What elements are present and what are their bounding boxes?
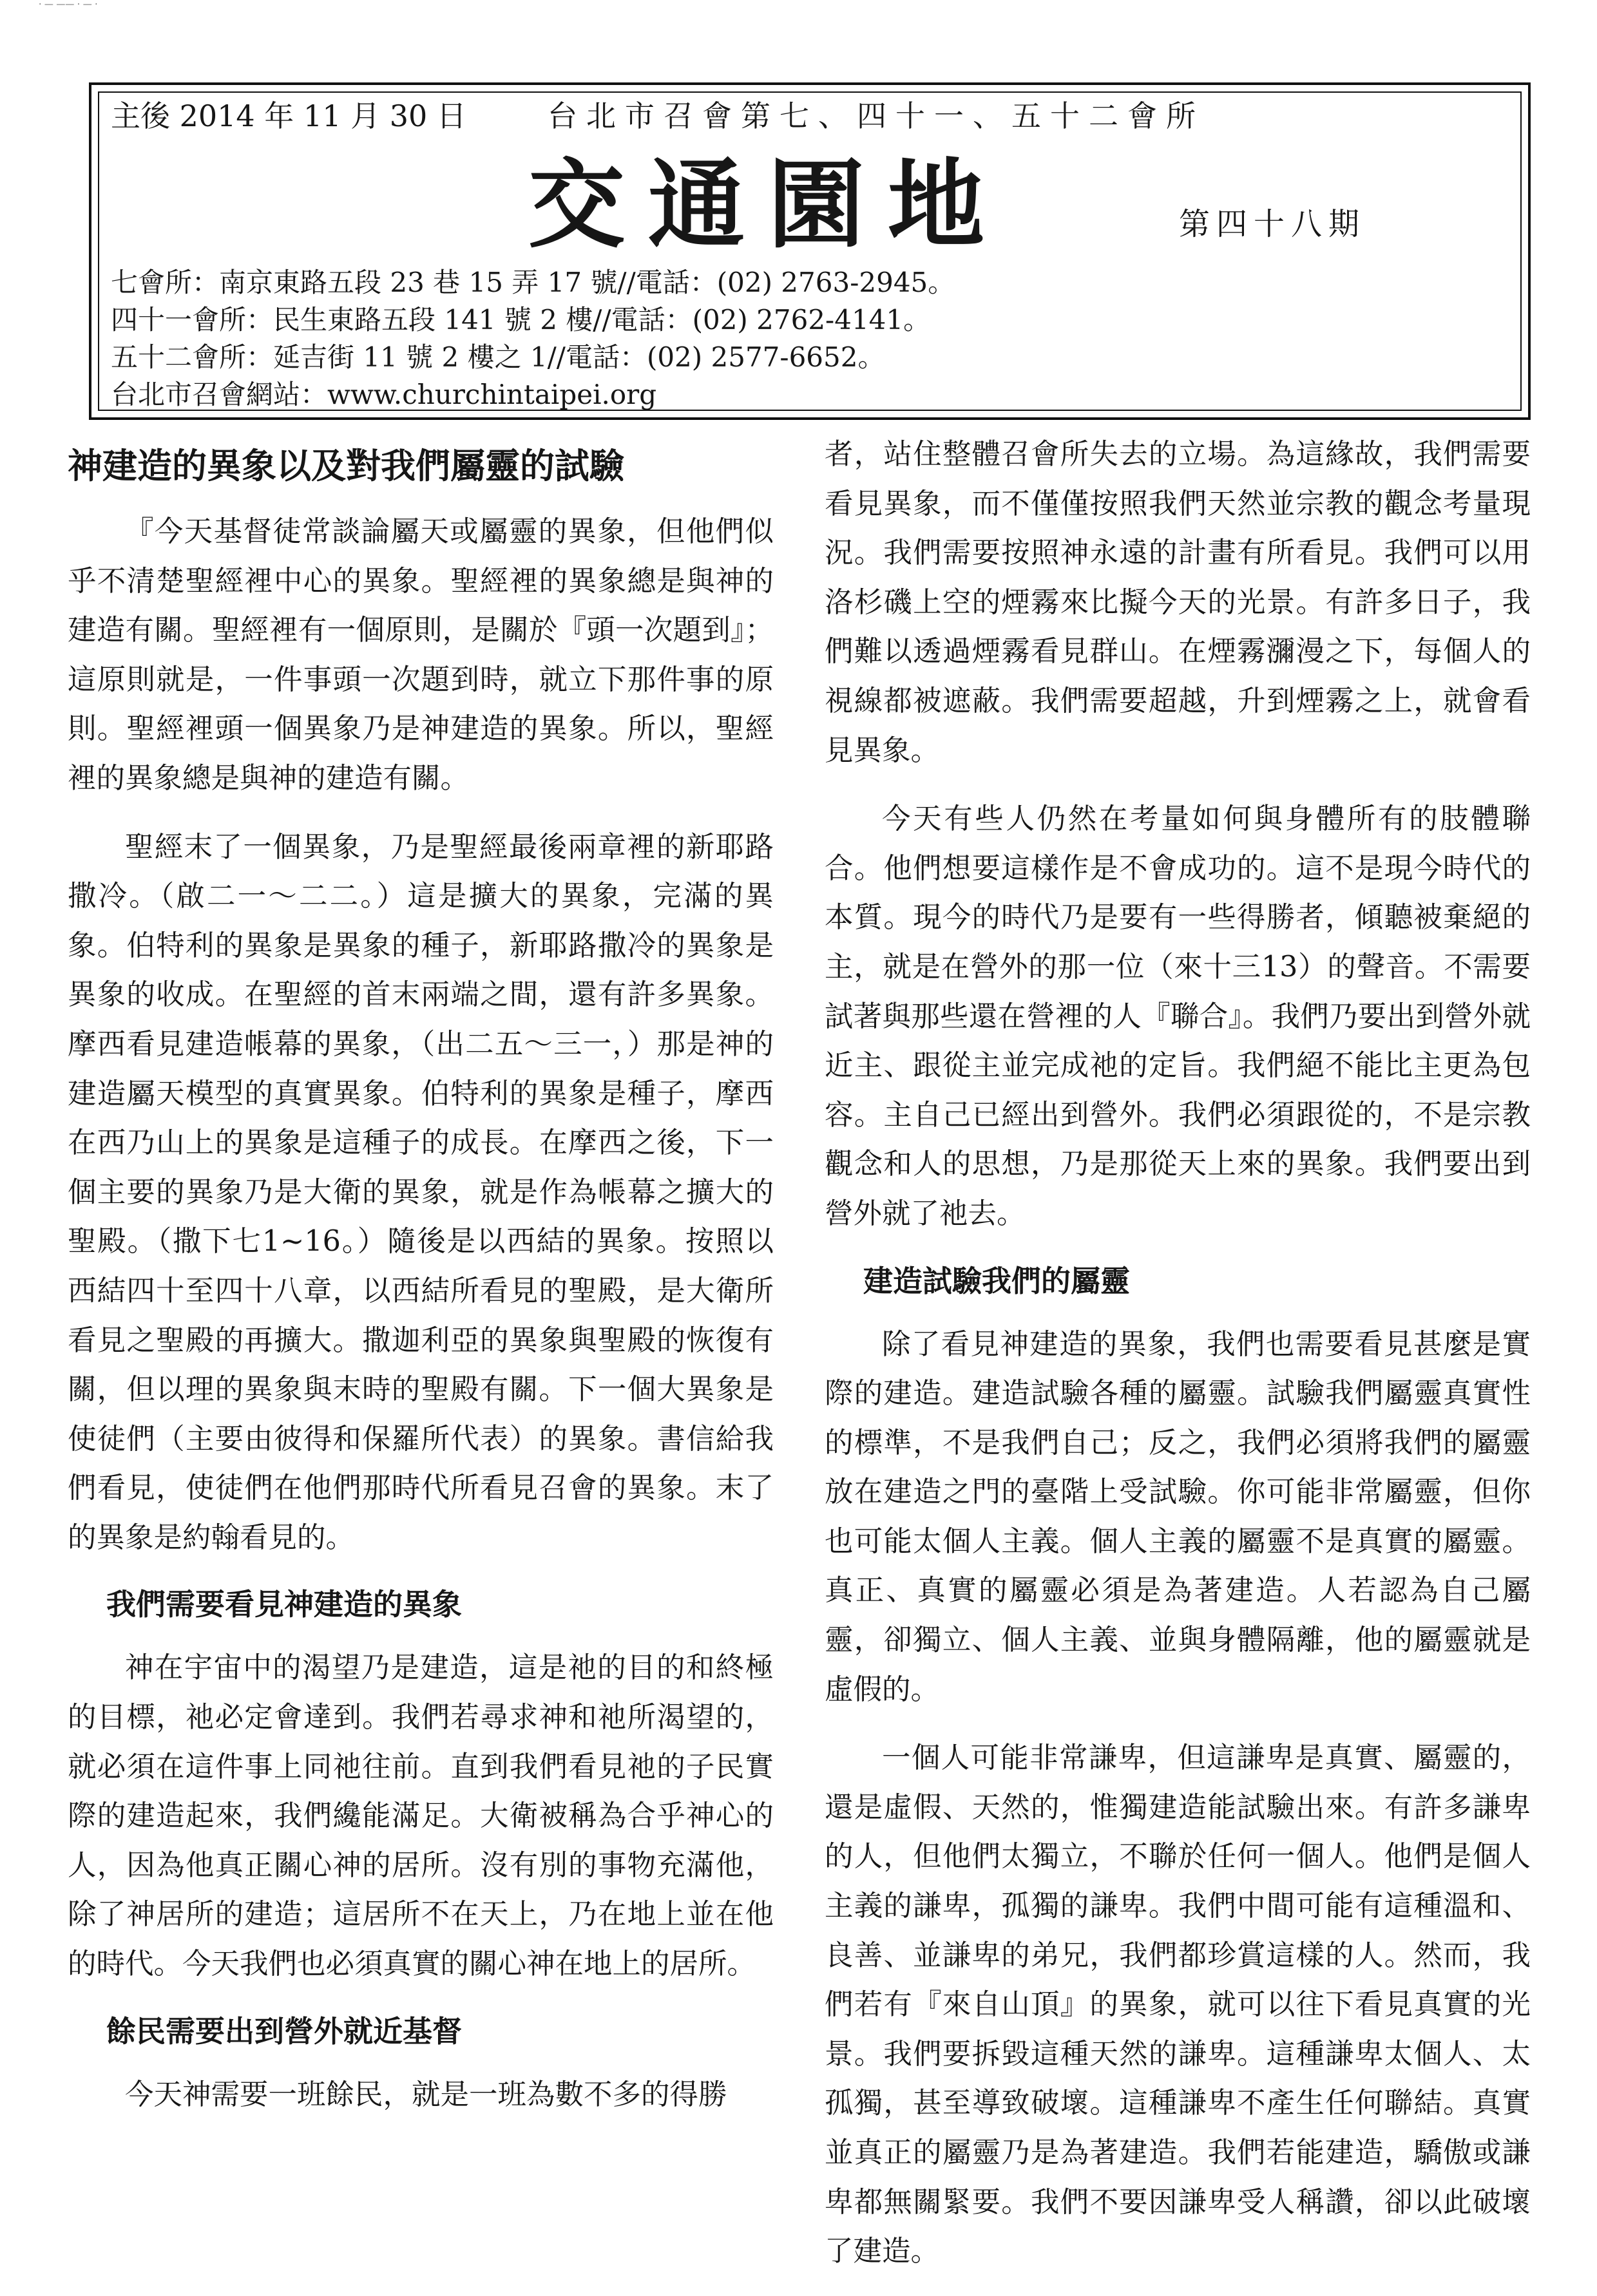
section-heading: 餘民需要出到營外就近基督: [106, 2013, 462, 2049]
section-heading: 我們需要看見神建造的異象: [106, 1587, 462, 1622]
section-heading: 建造試驗我們的屬靈: [863, 1263, 1130, 1298]
article-right-column: [825, 430, 1531, 2296]
website-line: 台北市召會網站：www.churchintaipei.org: [111, 379, 657, 410]
paragraph: 『今天基督徒常談論屬天或屬靈的異象，但他們似乎不清楚聖經裡中心的異象。聖經裡的異象總是與神的建造有關。聖經裡有一個原則，是關於『頭一次題到』；這原則就是，一件事頭一次題到時，就立下那件事的原則。聖經裡頭一個異象乃是神建造的異象。所以，聖經裡的異象總是與神的建造有關。: [68, 515, 774, 795]
paragraph: 今天有些人仍然在考量如何與身體所有的肢體聯合。他們想要這樣作是不會成功的。這不是現今時代的本質。現今的時代乃是要有一些得勝者，傾聽被棄絕的主，就是在營外的那一位（來十三13）的聲音。不需要試著與那些還在營裡的人『聯合』。我們乃要出到營外就近主、跟從主並完成祂的定旨。我們絕不能比主更為包容。主自己已經出到營外。我們必須跟從的，不是宗教觀念和人的思想，乃是那從天上來的異象。我們要出到營外就了祂去。: [825, 802, 1531, 1230]
article-left-column: [68, 430, 774, 2139]
paragraph: 一個人可能非常謙卑，但這謙卑是真實、屬靈的，還是虛假、天然的，惟獨建造能試驗出來。有許多謙卑的人，但他們太獨立，不聯於任何一個人。他們是個人主義的謙卑，孤獨的謙卑。我們中間可能有這種溫和、良善、並謙卑的弟兄，我們都珍賞這樣的人。然而，我們若有『來自山頂』的異象，就可以往下看見真實的光景。我們要拆毀這種天然的謙卑。這種謙卑太個人、太孤獨，甚至導致破壞。這種謙卑不產生任何聯結。真實並真正的屬靈乃是為著建造。我們若能建造，驕傲或謙卑都無關緊要。我們不要因謙卑受人稱讚，卻以此破壞了建造。: [825, 1741, 1531, 2268]
paragraph: 神在宇宙中的渴望乃是建造，這是祂的目的和終極的目標，祂必定會達到。我們若尋求神和祂所渴望的，就必須在這件事上同祂往前。直到我們看見祂的子民實際的建造起來，我們纔能滿足。大衛被稱為合乎神心的人，因為他真正關心神的居所。沒有別的事物充滿他，除了神居所的建造；這居所不在天上，乃在地上並在他的時代。今天我們也必須真實的關心神在地上的居所。: [68, 1651, 774, 1981]
address-line-52: 五十二會所：延吉街 11 號 2 樓之 1//電話：(02) 2577-6652。: [111, 341, 885, 373]
paragraph: 今天神需要一班餘民，就是一班為數不多的得勝: [125, 2078, 727, 2111]
paragraph-continued: 者，站住整體召會所失去的立場。為這緣故，我們需要看見異象，而不僅僅按照我們天然並宗教的觀念考量現況。我們需要按照神永遠的計畫有所看見。我們可以用洛杉磯上空的煙霧來比擬今天的光景。有許多日子，我們難以透過煙霧看見群山。在煙霧瀰漫之下，每個人的視線都被遮蔽。我們需要超越，升到煙霧之上，就會看見異象。: [825, 438, 1531, 767]
masthead-issue-number: 第四十八期: [1179, 206, 1366, 242]
masthead-title: 交通園地: [528, 148, 1008, 261]
scan-edge-mark: · — —— · — ·: [39, 0, 98, 9]
paragraph: 除了看見神建造的異象，我們也需要看見甚麼是實際的建造。建造試驗各種的屬靈。試驗我們屬靈真實性的標準，不是我們自己；反之，我們必須將我們的屬靈放在建造之門的臺階上受試驗。你可能非常屬靈，但你也可能太個人主義。個人主義的屬靈不是真實的屬靈。真正、真實的屬靈必須是為著建造。人若認為自己屬靈，卻獨立、個人主義、並與身體隔離，他的屬靈就是虛假的。: [825, 1327, 1531, 1706]
paragraph: 聖經末了一個異象，乃是聖經最後兩章裡的新耶路撒冷。（啟二一～二二。）這是擴大的異象，完滿的異象。伯特利的異象是異象的種子，新耶路撒冷的異象是異象的收成。在聖經的首末兩端之間，還有許多異象。摩西看見建造帳幕的異象，（出二五～三一，）那是神的建造屬天模型的真實異象。伯特利的異象是種子，摩西在西乃山上的異象是這種子的成長。在摩西之後，下一個主要的異象乃是大衛的異象，就是作為帳幕之擴大的聖殿。（撒下七1~16。）隨後是以西結的異象。按照以西結四十至四十八章，以西結所看見的聖殿，是大衛所看見之聖殿的再擴大。撒迦利亞的異象與聖殿的恢復有關，但以理的異象與末時的聖殿有關。下一個大異象是使徒們（主要由彼得和保羅所代表）的異象。書信給我們看見，使徒們在他們那時代所看見召會的異象。末了的異象是約翰看見的。: [68, 830, 774, 1554]
masthead-assembly: 台北市召會第七、四十一、五十二會所: [548, 99, 1205, 133]
article-title: 神建造的異象以及對我們屬靈的試驗: [68, 445, 624, 486]
masthead-date: 主後 2014 年 11 月 30 日: [111, 99, 466, 133]
address-line-41: 四十一會所：民生東路五段 141 號 2 樓//電話：(02) 2762-4141。: [111, 304, 931, 336]
address-line-7: 七會所：南京東路五段 23 巷 15 弄 17 號//電話：(02) 2763-2945。: [111, 267, 955, 298]
